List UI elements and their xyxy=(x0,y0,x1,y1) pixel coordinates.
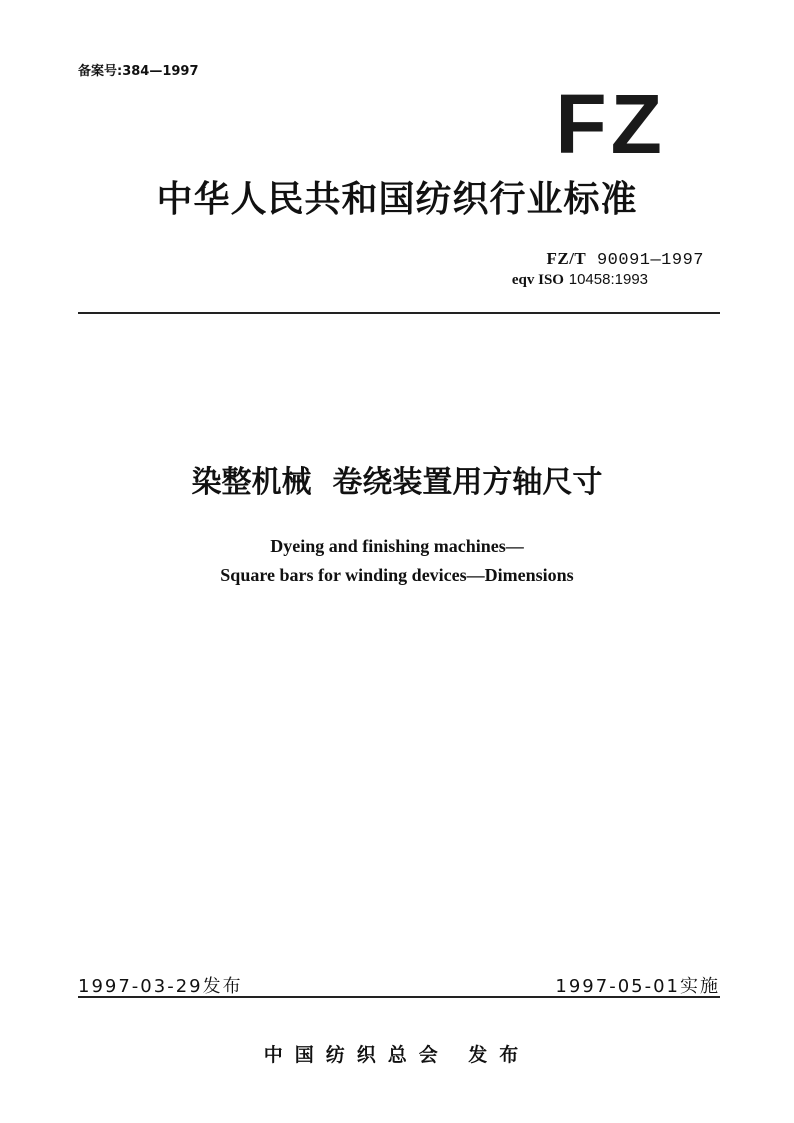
industry-standard-title: 中华人民共和国纺织行业标准 xyxy=(156,179,638,220)
standard-number-value: 90091—1997 xyxy=(596,251,704,270)
title-english-line-1: Dyeing and finishing machines— xyxy=(270,536,524,556)
standard-number-prefix: FZ/T xyxy=(546,249,587,268)
equivalence-reference xyxy=(512,270,648,289)
equivalence-prefix: eqv ISO xyxy=(511,272,564,288)
fz-logo: FZ xyxy=(555,77,666,171)
standard-number xyxy=(546,249,704,270)
header-divider xyxy=(78,312,720,314)
footer-divider xyxy=(78,996,720,998)
title-english-line-2: Square bars for winding devices—Dimensions xyxy=(220,565,574,585)
publisher: 中国纺织总会 发布 xyxy=(263,1044,531,1066)
equivalence-number: 10458:1993 xyxy=(568,271,648,288)
title-chinese: 染整机械 卷绕装置用方轴尺寸 xyxy=(191,465,603,500)
title-english xyxy=(0,532,794,590)
issue-date: 1997-03-29发布 xyxy=(78,976,243,997)
implementation-date: 1997-05-01实施 xyxy=(555,976,720,997)
filing-number: 备案号:384—1997 xyxy=(78,64,199,79)
